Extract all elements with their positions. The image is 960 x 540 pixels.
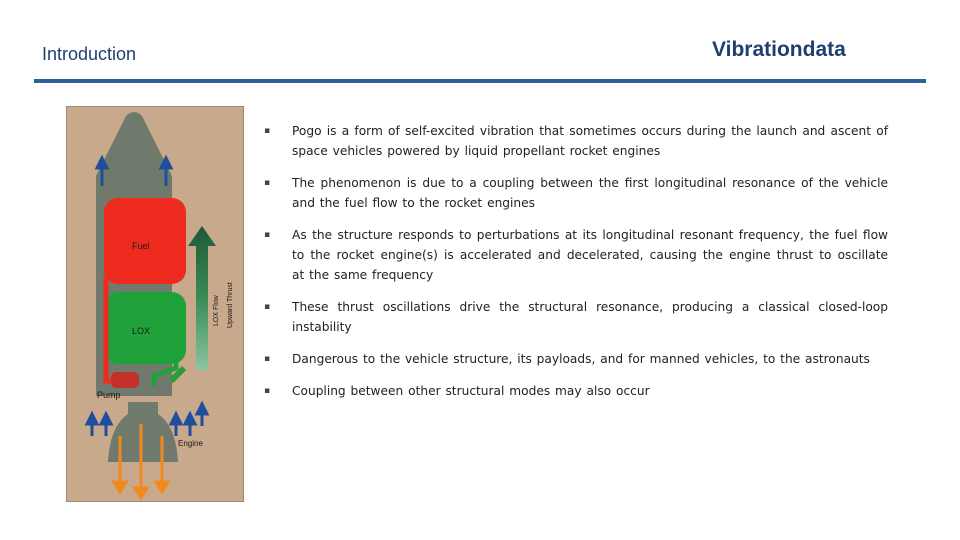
bullet-marker: ▪: [264, 302, 271, 312]
header-divider: [34, 79, 926, 83]
engine-label: Engine: [178, 439, 203, 448]
bullet-text: As the structure responds to perturbations at its longitudinal resonant frequency, the fuel flow to the rocket engine(s) is accelerated and decelerated, causing the engine thrust to oscillate at the same frequency: [292, 228, 888, 282]
pump-icon: [111, 372, 139, 388]
bullet-item: [262, 225, 888, 285]
bullet-text: Coupling between other structural modes may also occur: [292, 384, 650, 398]
bullet-marker: ▪: [264, 230, 271, 240]
bullet-item: [262, 173, 888, 213]
bullet-text: The phenomenon is due to a coupling between the first longitudinal resonance of the vehicle and the fuel flow to the rocket engines: [292, 176, 888, 210]
section-title: Introduction: [42, 44, 137, 64]
bullet-text: Dangerous to the vehicle structure, its payloads, and for manned vehicles, to the astronauts: [292, 352, 870, 366]
bullet-marker: ▪: [264, 126, 271, 136]
bullet-marker: ▪: [264, 178, 271, 188]
pump-label: Pump: [97, 390, 121, 400]
bullet-text: These thrust oscillations drive the structural resonance, producing a classical closed-loop instability: [292, 300, 888, 334]
bullet-item: [262, 381, 888, 401]
brand-logo-text: Vibrationdata: [712, 38, 846, 61]
upward-thrust-label: Upward Thrust: [227, 282, 234, 328]
bullet-marker: ▪: [264, 386, 271, 396]
lox-flow-label: LOX Flow: [213, 295, 220, 326]
bullet-item: [262, 297, 888, 337]
bullet-item: [262, 121, 888, 161]
bullet-list: [262, 121, 888, 413]
pogo-rocket-diagram: [66, 106, 244, 502]
fuel-label: Fuel: [132, 241, 150, 251]
bullet-item: [262, 349, 888, 369]
lox-label: LOX: [132, 326, 151, 336]
bullet-text: Pogo is a form of self-excited vibration that sometimes occurs during the launch and ascent of space vehicles powered by liquid propellant rocket engines: [292, 124, 888, 158]
bullet-marker: ▪: [264, 354, 271, 364]
